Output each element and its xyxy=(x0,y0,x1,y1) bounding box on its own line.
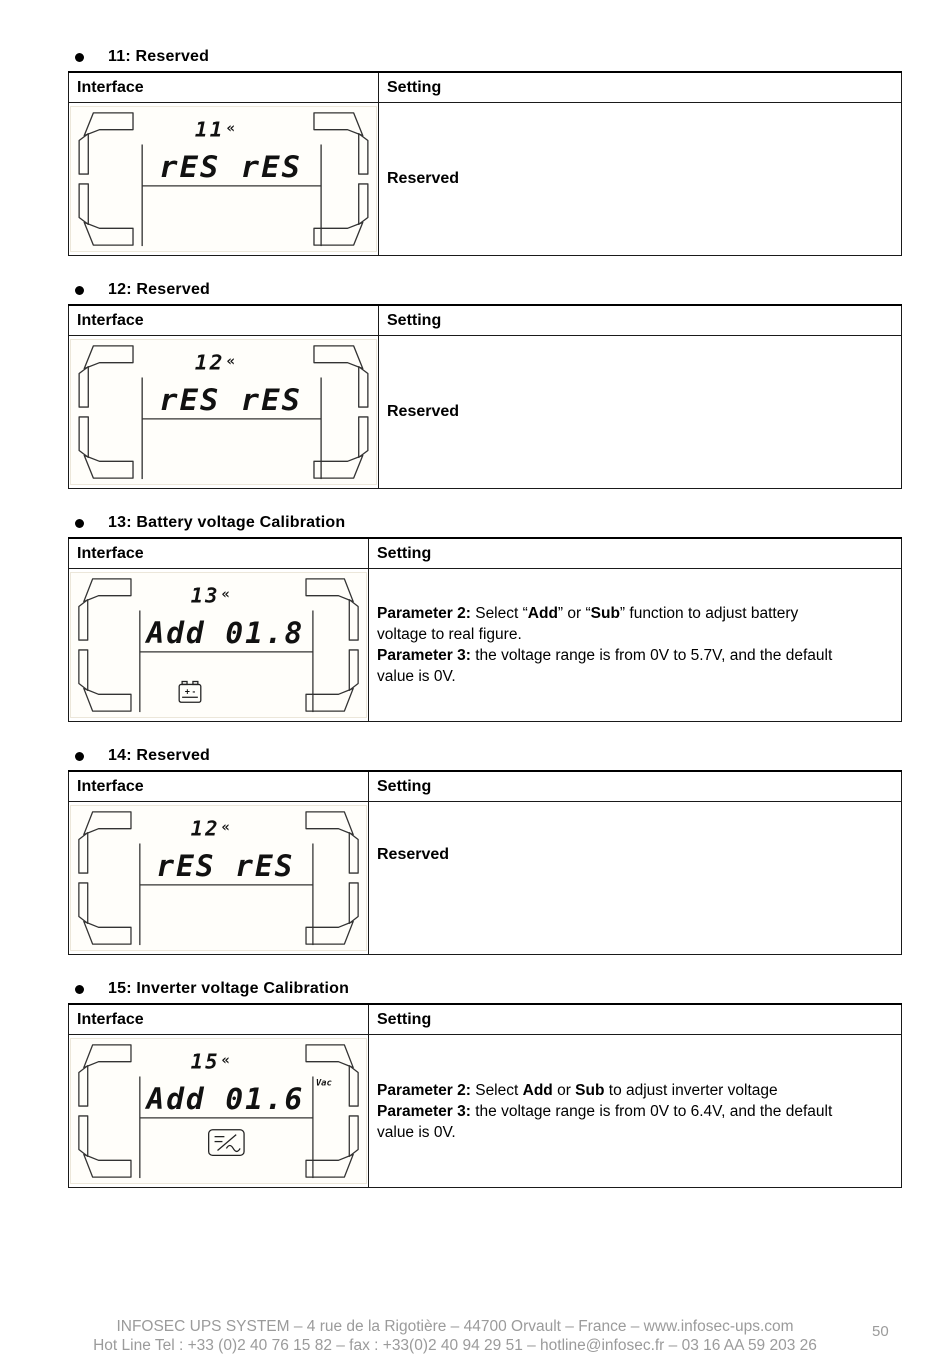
section-title xyxy=(68,748,902,764)
bullet-icon xyxy=(75,985,84,994)
col-header-interface: Interface xyxy=(69,771,369,802)
section-title-label: 15: Inverter voltage Calibration xyxy=(108,980,350,997)
section-12 xyxy=(68,282,902,489)
lcd-main-text: Add 01.6 xyxy=(146,1081,305,1117)
lcd-display xyxy=(70,1038,367,1184)
col-header-setting: Setting xyxy=(369,538,902,569)
lcd-display xyxy=(70,339,377,485)
section-13 xyxy=(68,515,902,722)
spec-table xyxy=(68,304,902,489)
lcd-display xyxy=(70,572,367,718)
lcd-main-text: Add 01.8 xyxy=(146,615,305,651)
lcd-menu-number: 12 xyxy=(190,816,220,841)
footer-line-1: INFOSEC UPS SYSTEM – 4 rue de la Rigotière – 44700 Orvault – France – www.infosec-ups.com xyxy=(116,1318,794,1335)
spec-table xyxy=(68,71,902,256)
lcd-menu-number: 11 xyxy=(194,116,225,142)
col-header-interface: Interface xyxy=(69,1004,369,1035)
inverter-icon xyxy=(209,1130,244,1156)
col-header-setting: Setting xyxy=(369,1004,902,1035)
spec-table xyxy=(68,770,902,955)
section-title xyxy=(68,981,902,997)
interface-cell xyxy=(69,1035,369,1188)
setting-cell xyxy=(369,569,902,722)
bullet-icon xyxy=(75,286,84,295)
bullet-icon xyxy=(75,53,84,62)
footer-text xyxy=(55,1317,855,1355)
lcd-menu-number: 12 xyxy=(194,349,225,375)
section-11 xyxy=(68,49,902,256)
page-number: 50 xyxy=(872,1323,889,1340)
lcd-menu-arrows-icon: « xyxy=(226,353,236,370)
section-title-label: 13: Battery voltage Calibration xyxy=(108,514,346,531)
svg-text:+ -: + - xyxy=(184,686,196,697)
battery-icon xyxy=(179,681,201,702)
interface-cell xyxy=(69,802,369,955)
lcd-menu-number: 13 xyxy=(190,583,220,608)
setting-cell: Reserved xyxy=(369,802,902,955)
lcd-menu-arrows-icon: « xyxy=(221,586,230,603)
section-14 xyxy=(68,748,902,955)
footer-line-2: Hot Line Tel : +33 (0)2 40 76 15 82 – fax : +33(0)2 40 94 29 51 – hotline@infosec.fr – 03 16 AA 59 203 26 xyxy=(93,1337,817,1354)
setting-paragraph: Parameter 3: the voltage range is from 0V to 5.7V, and the default value is 0V. xyxy=(377,647,833,685)
setting-paragraph: Parameter 2: Select “Add” or “Sub” function to adjust battery voltage to real figure. xyxy=(377,605,799,643)
col-header-setting: Setting xyxy=(379,72,902,103)
section-title xyxy=(68,282,902,298)
setting-cell: Reserved xyxy=(379,336,902,489)
lcd-main-text: rES rES xyxy=(159,150,302,185)
lcd-menu-number: 15 xyxy=(190,1049,220,1074)
section-title xyxy=(68,515,902,531)
lcd-main-text: rES rES xyxy=(156,848,295,884)
col-header-setting: Setting xyxy=(369,771,902,802)
section-title-label: 14: Reserved xyxy=(108,747,211,764)
col-header-interface: Interface xyxy=(69,538,369,569)
setting-cell xyxy=(369,1035,902,1188)
lcd-main-text: rES rES xyxy=(159,383,302,418)
col-header-setting: Setting xyxy=(379,305,902,336)
spec-table xyxy=(68,1003,902,1188)
lcd-menu-arrows-icon: « xyxy=(226,120,236,137)
interface-cell xyxy=(69,569,369,722)
lcd-unit-label: Vac xyxy=(315,1078,332,1089)
setting-cell: Reserved xyxy=(379,103,902,256)
section-title xyxy=(68,49,902,65)
setting-paragraph: Parameter 3: the voltage range is from 0V to 6.4V, and the default value is 0V. xyxy=(377,1102,833,1141)
bullet-icon xyxy=(75,519,84,528)
interface-cell xyxy=(69,103,379,256)
section-title-label: 11: Reserved xyxy=(108,48,210,65)
setting-paragraph: Parameter 2: Select Add or Sub to adjust inverter voltage xyxy=(377,1081,778,1099)
lcd-menu-arrows-icon: « xyxy=(221,1052,230,1069)
lcd-menu-arrows-icon: « xyxy=(221,819,230,836)
section-15 xyxy=(68,981,902,1188)
section-title-label: 12: Reserved xyxy=(108,281,211,298)
lcd-display xyxy=(70,805,367,951)
lcd-display xyxy=(70,106,377,252)
col-header-interface: Interface xyxy=(69,72,379,103)
interface-cell xyxy=(69,336,379,489)
spec-table xyxy=(68,537,902,722)
col-header-interface: Interface xyxy=(69,305,379,336)
page-content xyxy=(68,49,902,1214)
bullet-icon xyxy=(75,752,84,761)
